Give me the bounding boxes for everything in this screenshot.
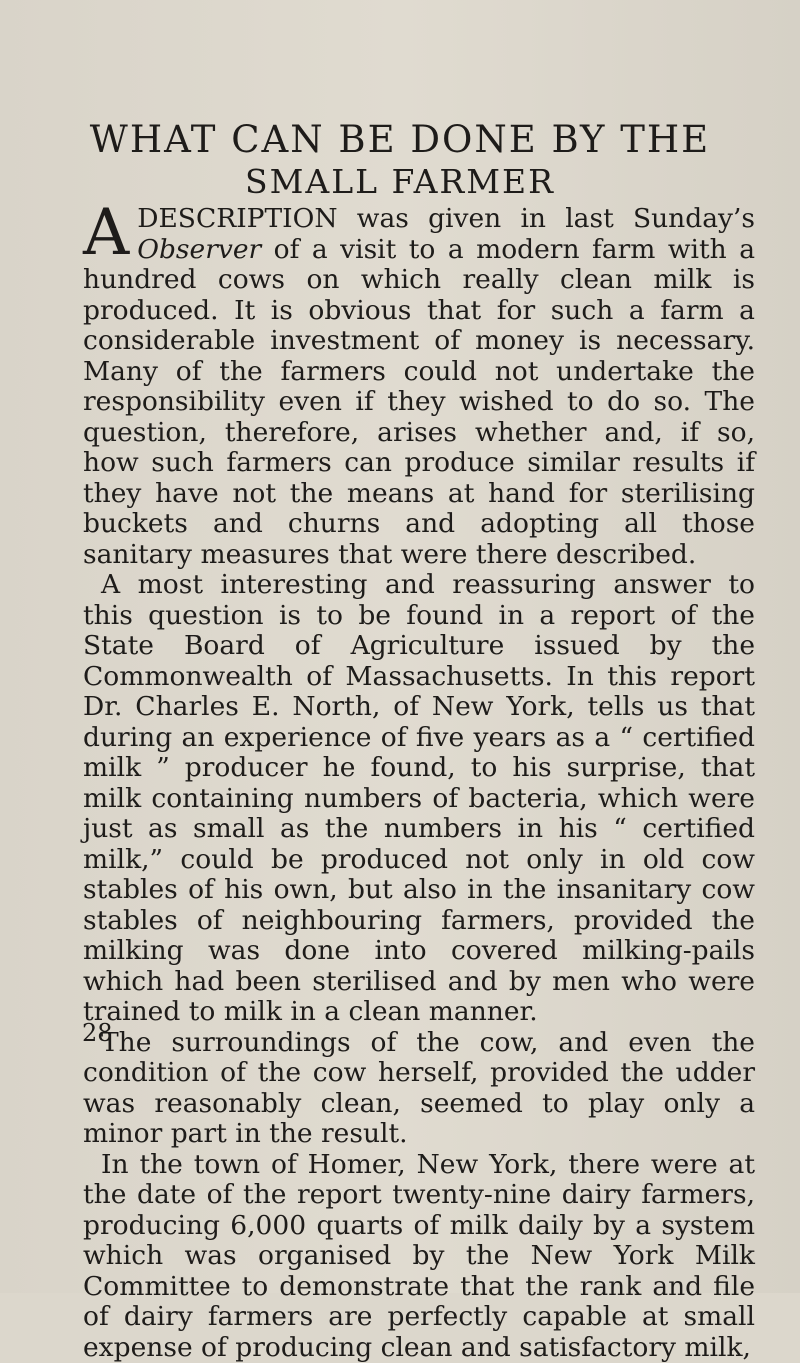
paragraph-1 [83,204,755,570]
newspaper-title: Observer [137,234,261,265]
paragraph-1-rest: of a visit to a modern farm with a hundred cows on which really clean milk is produced. It is obvious that for such a farm a considerable investment of money is necessary. Many of the farmers could not undertake the responsibility even if they wished to do so. The question, therefore, arises whether and, if so, how such farmers can produce similar results if they have not the means at hand for sterilising buckets and churns and adopting all those sanitary measures that were there described. [83,234,755,570]
paragraph-1-start: DESCRIPTION was given in last Sunday’s [137,203,755,234]
paragraph-4: In the town of Homer, New York, there were at the date of the report twenty-nine dairy farmers, producing 6,000 quarts of milk daily by a system which was organised by the New York Milk Committee to demonstrate that the rank and file of dairy farmers are perfectly capable at small expense of producing clean and satisfactory milk, [83,1150,755,1363]
page-number: 28 [82,1019,113,1047]
paragraph-2: A most interesting and reassuring answer to this question is to be found in a report of the State Board of Agriculture issued by the Commonwealth of Massachusetts. In this report Dr. Charles E. North, of New York, tells us that during an experience of five years as a “ certified milk ” producer he found, to his surprise, that milk containing numbers of bacteria, which were just as small as the numbers in his “ certified milk,” could be produced not only in old cow stables of his own, but also in the insanitary cow stables of neighbouring farmers, provided the milking was done into covered milking-pails which had been sterilised and by men who were trained to milk in a clean manner. [83,570,755,1028]
drop-cap: A [83,206,129,260]
title-line-2: SMALL FARMER [0,162,800,201]
paragraph-3: The surroundings of the cow, and even the condition of the cow herself, provided the udder was reasonably clean, seemed to play only a minor part in the result. [83,1028,755,1150]
title-line-1: WHAT CAN BE DONE BY THE [0,118,800,161]
body-text [83,204,755,1363]
